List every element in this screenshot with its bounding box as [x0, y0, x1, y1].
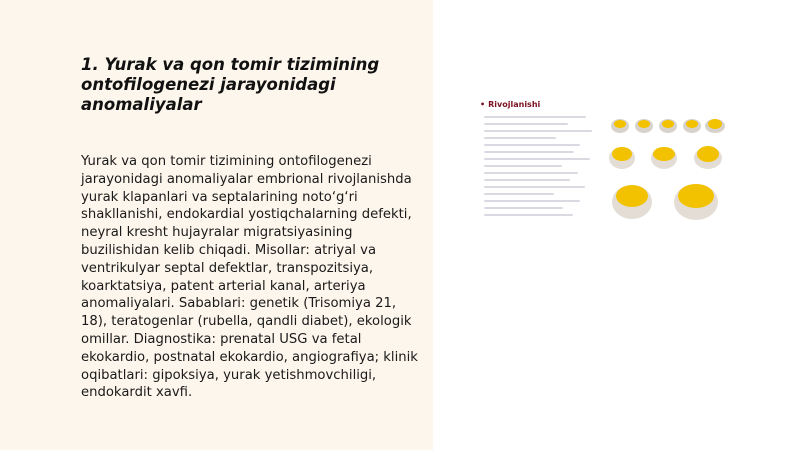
slide-body-text: Yurak va qon tomir tizimining ontofilogenezi jarayonidagi anomaliyalar embrional rivojlanishda yurak klapanlari va septalarining noto‘g‘ri shakllanishi, endokardial yostiqchalarning defekti, neyral kresht hujayralar migratsiyasining buzilishidan kelib chiqadi. Misollar: atriyal va ventrikulyar septal defektlar, transpozitsiya, koarktatsiya, patent arterial kanal, arteriya anomaliyalari. Sabablari: genetik (Trisomiya 21, 18), teratogenlar (rubella, qandli diabet), ekologik omillar. Diagnostika: prenatal USG va fetal ekokardio, postnatal ekokardio, angiografiya; klinik oqibatlari: gipoksiya, yurak yetishmovchiligi, endokardit xavfi.	[81, 154, 418, 401]
embedded-slide-image	[474, 96, 730, 230]
embedded-slide-heading-text: Rivojlanishi	[488, 100, 541, 109]
head-figure-icon	[611, 119, 629, 133]
head-figure-icon	[683, 119, 701, 133]
head-development-figures	[608, 114, 728, 228]
head-figure-icon	[612, 185, 652, 219]
head-figure-icon	[635, 119, 653, 133]
head-figure-icon	[609, 147, 635, 169]
head-figure-icon	[694, 146, 722, 169]
head-figure-icon	[674, 184, 718, 220]
head-figure-icon	[659, 119, 677, 133]
slide-title: 1. Yurak va qon tomir tizimining ontofilogenezi jarayonidagi anomaliyalar	[81, 55, 380, 114]
embedded-slide-heading	[480, 100, 540, 109]
head-figure-icon	[651, 147, 677, 169]
head-figure-icon	[705, 119, 725, 133]
bullet-icon: •	[480, 100, 486, 109]
blurred-text-lines	[484, 116, 604, 226]
